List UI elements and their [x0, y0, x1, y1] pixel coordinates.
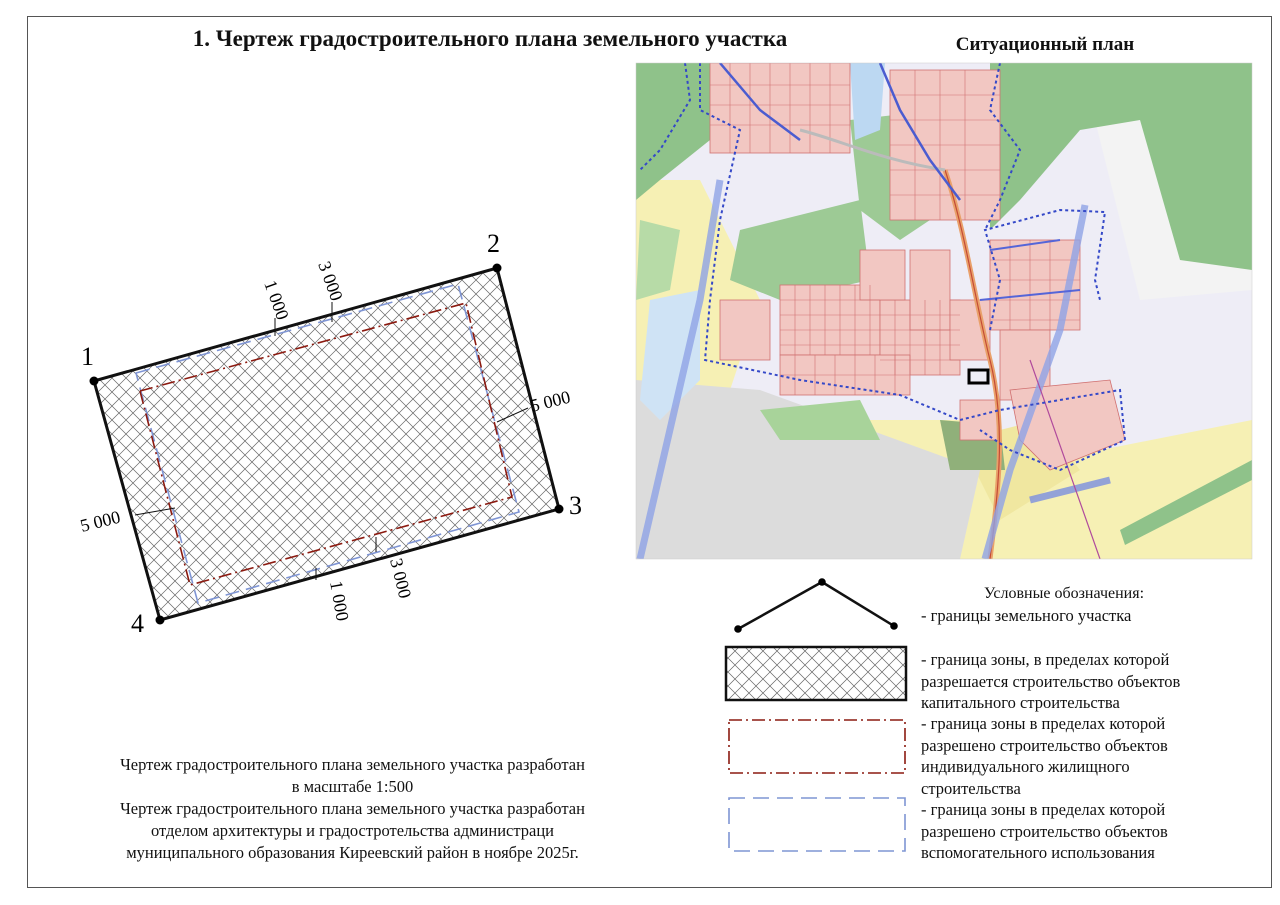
dimension-top-outer: 1 000 — [260, 277, 293, 323]
legend-text-line: разрешено строительство объектов — [921, 821, 1168, 841]
drawing-title: 1. Чертеж градостроительного плана земельного участка — [192, 26, 788, 51]
legend-text-line: капитального строительства — [921, 693, 1120, 712]
drawing-caption — [50, 754, 655, 864]
corner-point-2 — [493, 264, 502, 273]
legend-text-line: разрешено строительство объектов — [921, 735, 1168, 755]
legend-item-parcel-boundary — [921, 605, 1131, 627]
corner-point-3 — [555, 505, 564, 514]
parcel-drawing — [78, 229, 582, 638]
legend-text-line: разрешается строительство объектов — [921, 671, 1181, 691]
dimension-bottom-inner: 3 000 — [386, 556, 416, 601]
legend-item-ijs-zone — [921, 713, 1168, 799]
caption-line-1: Чертеж градостроительного плана земельного участка разработан — [120, 755, 585, 774]
corner-label-2: 2 — [487, 229, 500, 258]
dimension-bottom-outer: 1 000 — [326, 579, 353, 623]
legend-ijs-zone-symbol — [729, 720, 905, 773]
legend-item-capital-zone — [921, 649, 1180, 714]
dimension-right: 5 000 — [528, 386, 573, 416]
legend-text-line: - граница зоны в пределах которой — [921, 800, 1166, 819]
legend-text-line: - граница зоны, в пределах которой — [921, 650, 1170, 669]
caption-line-3: Чертеж градостроительного плана земельного участка разработан — [120, 799, 585, 818]
situation-plan-map — [636, 63, 1252, 559]
legend-symbols — [726, 578, 906, 851]
legend-text-line: строительства — [921, 778, 1021, 798]
caption-line-2: в масштабе 1:500 — [291, 777, 414, 796]
corner-point-4 — [156, 616, 165, 625]
legend-text-line: - границы земельного участка — [921, 606, 1132, 625]
corner-point-1 — [90, 377, 99, 386]
corner-label-3: 3 — [569, 491, 582, 520]
caption-line-4: отделом архитектуры и градостротельства администраци — [150, 821, 554, 840]
legend-text-line: индивидуального жилищного — [921, 757, 1130, 776]
legend-text-line: вспомогательного использования — [921, 843, 1155, 862]
legend-capital-zone-symbol — [726, 647, 906, 700]
dimension-top-inner: 3 000 — [314, 258, 347, 304]
caption-line-5: муниципального образования Киреевский район в ноябре 2025г. — [126, 843, 579, 862]
corner-label-4: 4 — [131, 609, 144, 638]
legend-item-auxiliary-zone — [921, 799, 1168, 864]
dimension-left: 5 000 — [78, 506, 123, 536]
corner-label-1: 1 — [81, 342, 94, 371]
legend-auxiliary-zone-symbol — [729, 798, 905, 851]
legend-text-line: - граница зоны в пределах которой — [921, 714, 1166, 733]
legend-parcel-boundary-symbol — [734, 578, 898, 633]
legend-heading: Условные обозначения: — [984, 585, 1145, 602]
situation-plan-title: Ситуационный план — [955, 34, 1135, 55]
